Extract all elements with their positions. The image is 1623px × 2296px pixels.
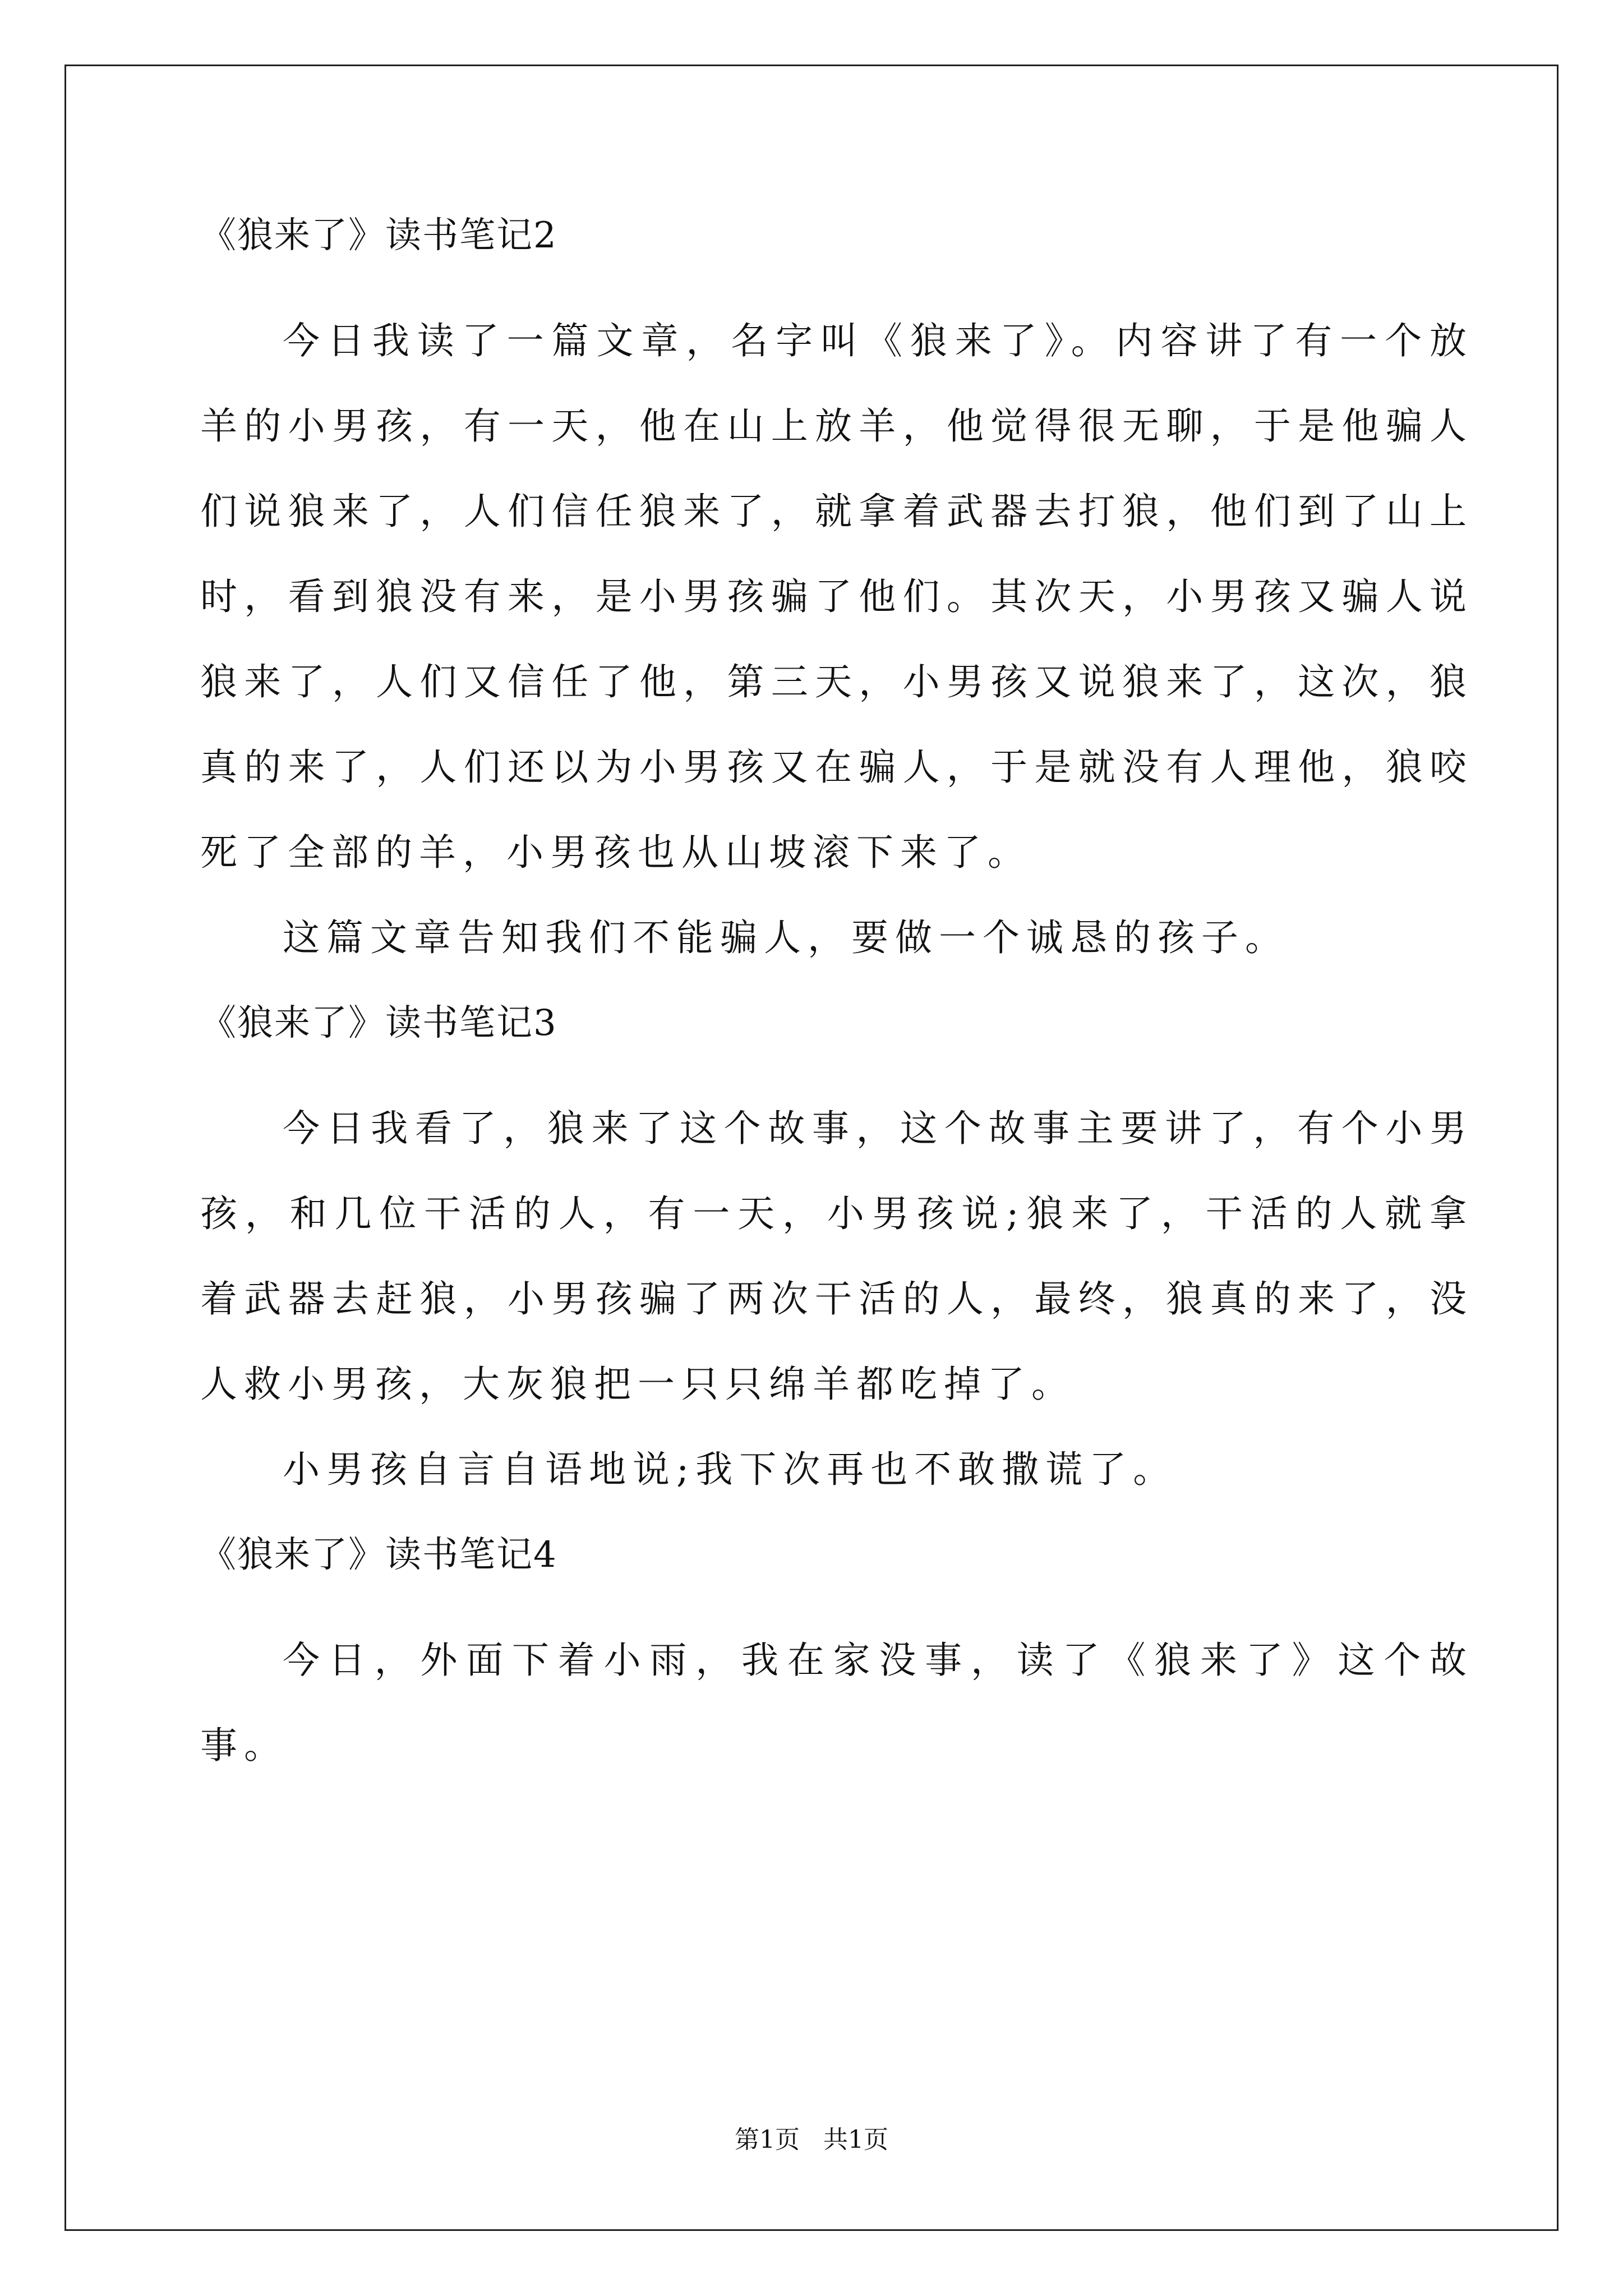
section-3 xyxy=(200,1002,1473,1512)
paragraph: 这篇文章告知我们不能骗人，要做一个诚恳的孩子。 xyxy=(283,916,1289,959)
paragraph: 今日我看了，狼来了这个故事，这个故事主要讲了，有个小男孩，和几位干活的人，有一天，小男孩说;狼来了，干活的人就拿着武器去赶狼，小男孩骗了两次干活的人，最终，狼真的来了，没人救小男孩，大灰狼把一只只绵羊都吃掉了。 xyxy=(200,1107,1473,1406)
paragraph: 今日我读了一篇文章，名字叫《狼来了》。内容讲了有一个放羊的小男孩，有一天，他在山上放羊，他觉得很无聊，于是他骗人们说狼来了，人们信任狼来了，就拿着武器去打狼，他们到了山上时，看到狼没有来，是小男孩骗了他们。其次天，小男孩又骗人说狼来了，人们又信任了他，第三天，小男孩又说狼来了，这次，狼真的来了，人们还以为小男孩又在骗人，于是就没有人理他，狼咬死了全部的羊，小男孩也从山坡滚下来了。 xyxy=(200,319,1473,874)
section-heading: 《狼来了》读书笔记4 xyxy=(200,1534,557,1576)
document-body xyxy=(200,214,1473,1788)
section-heading: 《狼来了》读书笔记2 xyxy=(200,215,557,256)
section-4 xyxy=(200,1534,1473,1788)
paragraph: 今日，外面下着小雨，我在家没事，读了《狼来了》这个故事。 xyxy=(200,1639,1473,1767)
section-heading: 《狼来了》读书笔记3 xyxy=(200,1002,557,1044)
paragraph: 小男孩自言自语地说;我下次再也不敢撒谎了。 xyxy=(283,1448,1177,1491)
section-2 xyxy=(200,214,1473,981)
page-footer: 第1页 共1页 xyxy=(735,2125,888,2154)
